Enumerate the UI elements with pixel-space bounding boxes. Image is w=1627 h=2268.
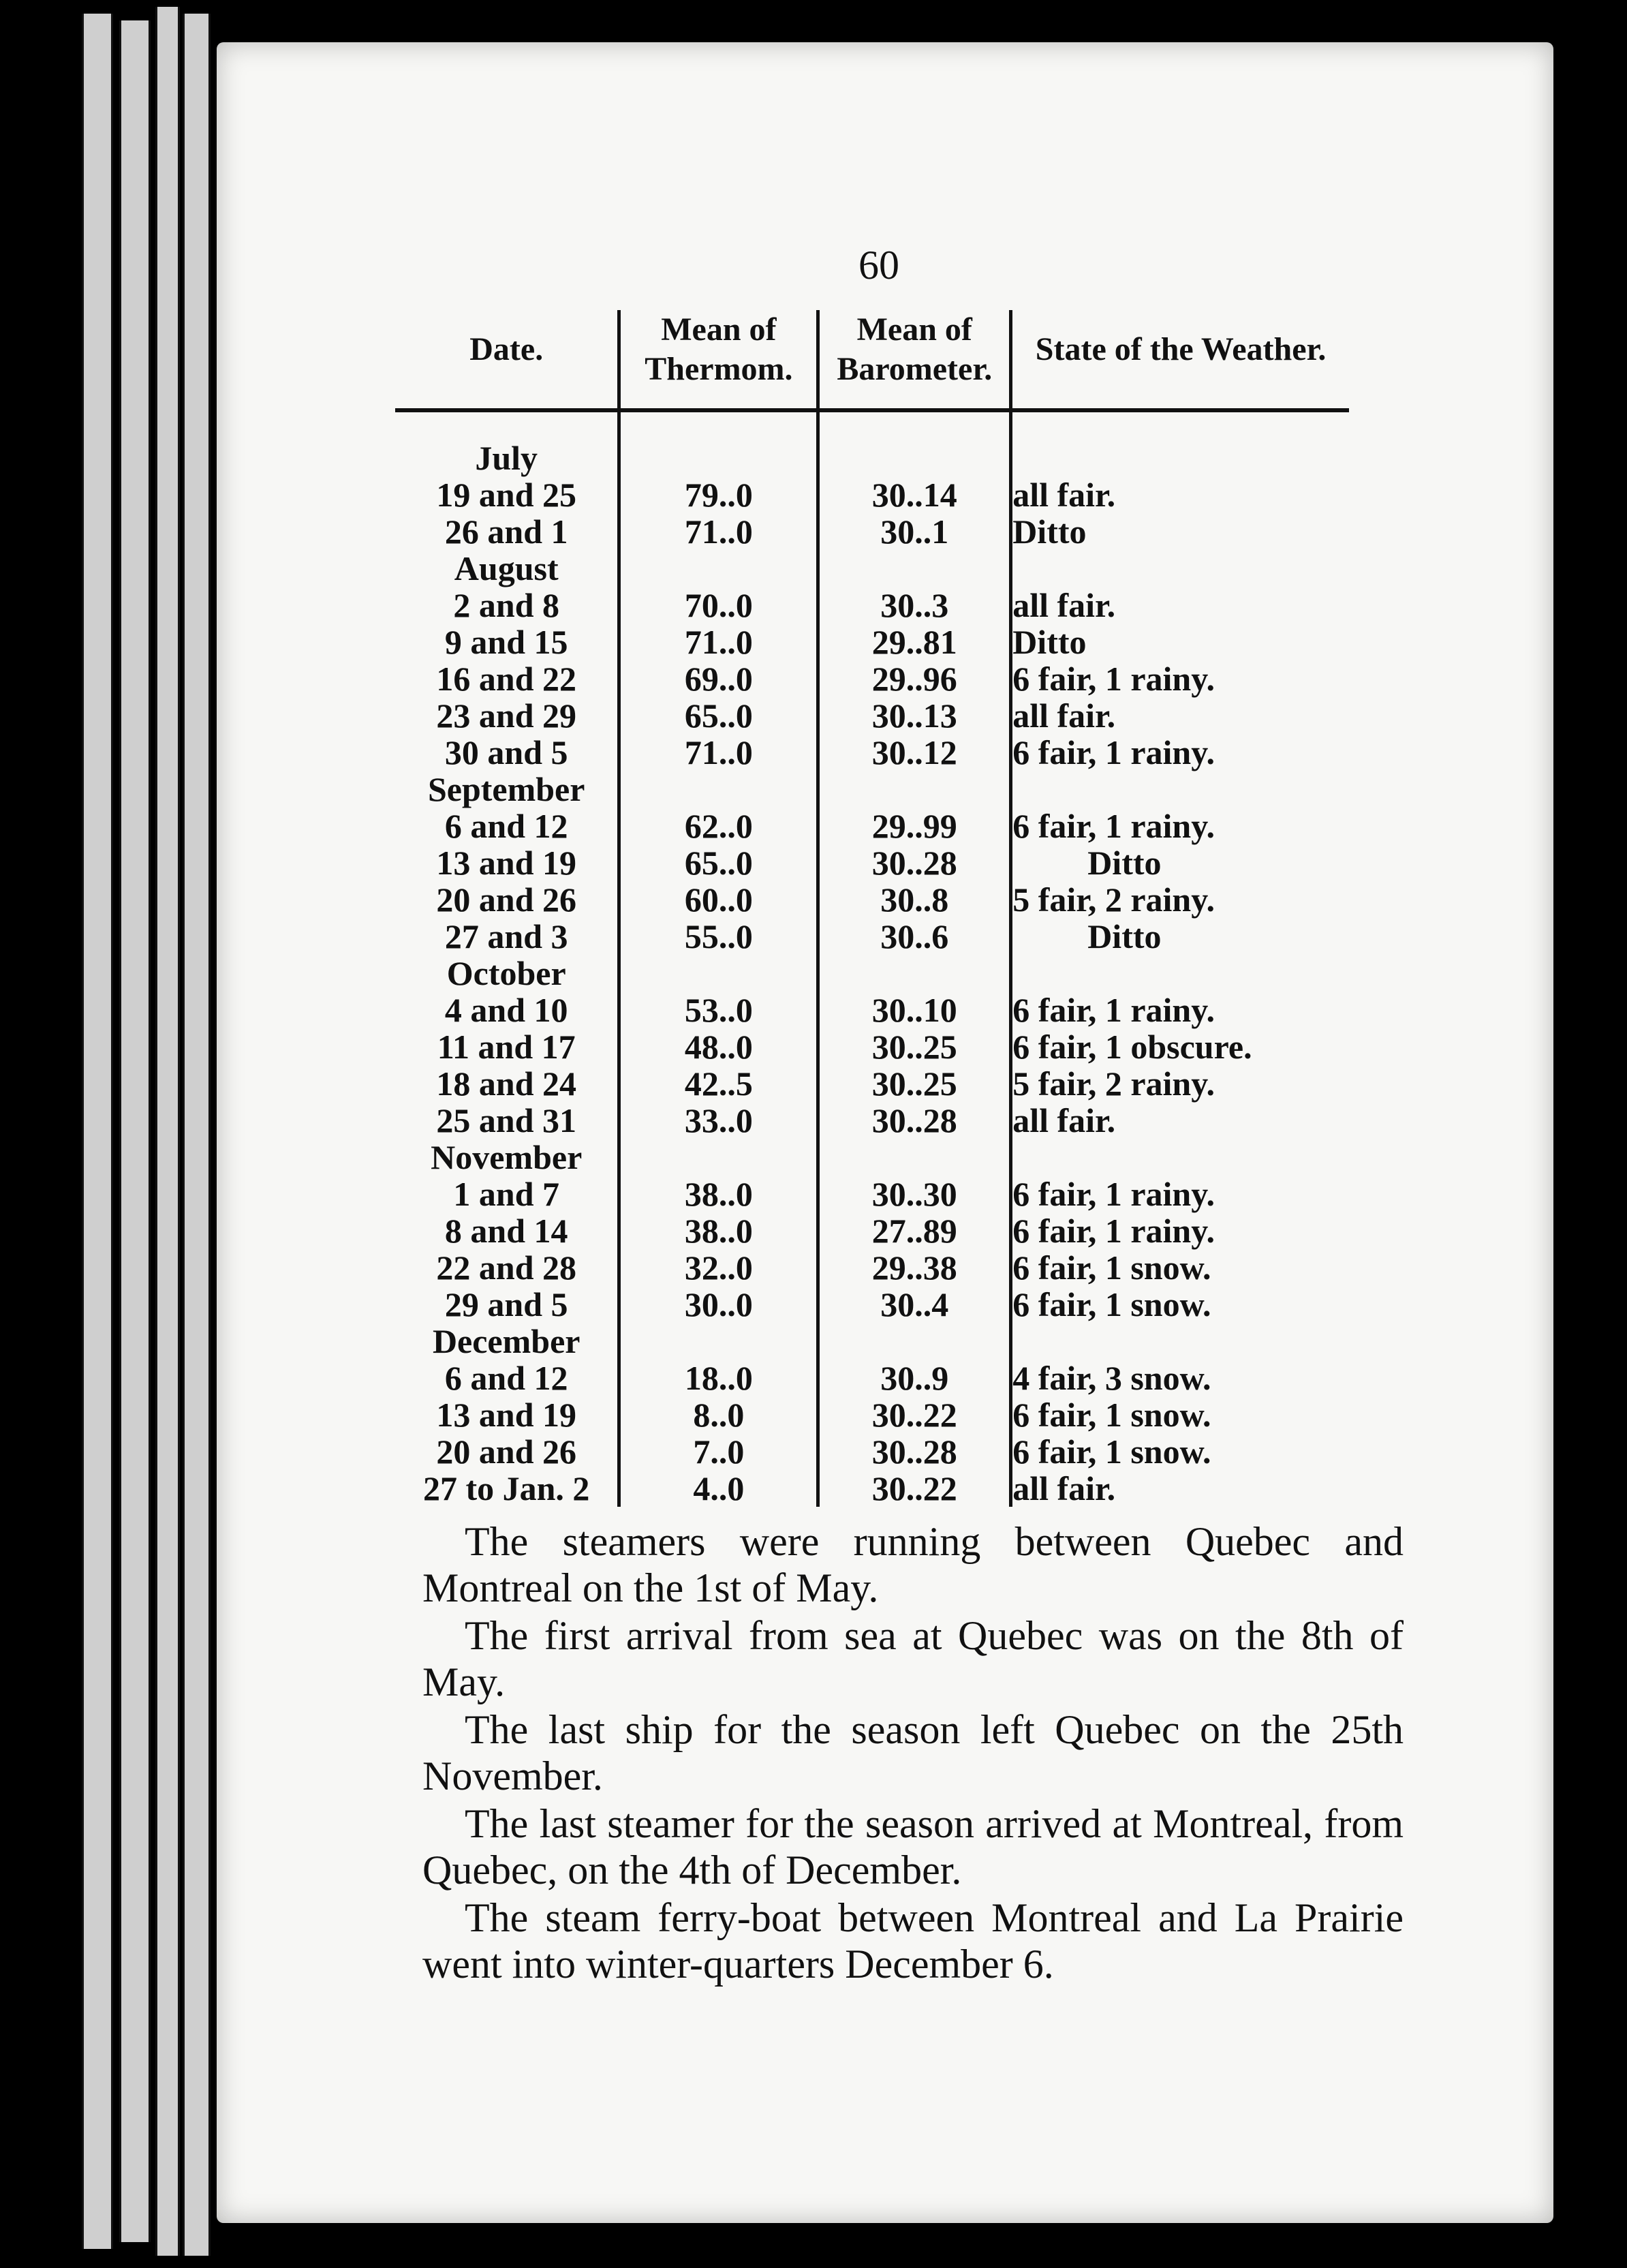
month-label: October	[446, 954, 566, 992]
weather-cell: Ditto	[1011, 844, 1349, 881]
paragraph: The first arrival from sea at Quebec was on the 8th of May.	[422, 1613, 1404, 1704]
weather-table	[395, 310, 1349, 1507]
page-edge	[82, 14, 113, 2249]
table-row	[395, 844, 1349, 881]
barometer-cell: 30..22	[818, 1396, 1011, 1433]
month-row	[395, 955, 1349, 992]
weather-cell: 5 fair, 2 rainy.	[1011, 881, 1349, 918]
page-edge	[183, 14, 211, 2256]
paragraph: The steam ferry-boat between Montreal and La Prairie went into winter-quarters December 6.	[422, 1895, 1404, 1987]
thermometer-cell: 53..0	[619, 992, 818, 1028]
barometer-cell: 30..14	[818, 476, 1011, 513]
barometer-cell: 30..28	[818, 1102, 1011, 1139]
paragraph: The last steamer for the season arrived at Montreal, from Quebec, on the 4th of December.	[422, 1801, 1404, 1892]
thermometer-cell: 71..0	[619, 513, 818, 550]
month-label: August	[454, 549, 559, 587]
barometer-cell: 30..12	[818, 734, 1011, 771]
weather-cell: 6 fair, 1 snow.	[1011, 1433, 1349, 1470]
date-cell: 22 and 28	[436, 1248, 577, 1287]
table-row	[395, 624, 1349, 660]
barometer-cell: 30..8	[818, 881, 1011, 918]
barometer-cell: 30..6	[818, 918, 1011, 955]
date-cell: 23 and 29	[436, 696, 577, 735]
table-row	[395, 476, 1349, 513]
table-row	[395, 587, 1349, 624]
barometer-cell: 30..4	[818, 1286, 1011, 1323]
thermometer-cell: 79..0	[619, 476, 818, 513]
date-cell: 8 and 14	[444, 1212, 568, 1250]
thermometer-cell: 4..0	[619, 1470, 818, 1507]
table-row	[395, 1360, 1349, 1396]
weather-cell: Ditto	[1011, 513, 1349, 550]
date-cell: 27 and 3	[444, 917, 568, 955]
thermometer-cell: 38..0	[619, 1176, 818, 1212]
date-cell: 13 and 19	[436, 844, 577, 882]
thermometer-cell: 70..0	[619, 587, 818, 624]
date-cell: 16 and 22	[436, 660, 577, 698]
paragraph: The steamers were running between Quebec and Montreal on the 1st of May.	[422, 1519, 1404, 1610]
date-cell: 30 and 5	[444, 733, 568, 771]
table-row	[395, 513, 1349, 550]
thermometer-cell: 65..0	[619, 844, 818, 881]
barometer-cell: 30..10	[818, 992, 1011, 1028]
thermometer-cell: 55..0	[619, 918, 818, 955]
body-text	[422, 1518, 1404, 1989]
date-cell: 2 and 8	[453, 586, 560, 624]
weather-cell: all fair.	[1011, 1470, 1349, 1507]
date-cell: 1 and 7	[453, 1175, 560, 1213]
weather-cell: all fair.	[1011, 476, 1349, 513]
header-barometer: Mean of Barometer.	[818, 310, 1011, 410]
thermometer-cell: 18..0	[619, 1360, 818, 1396]
weather-cell: 6 fair, 1 snow.	[1011, 1396, 1349, 1433]
table-row	[395, 1212, 1349, 1249]
month-row	[395, 410, 1349, 476]
table-row	[395, 660, 1349, 697]
month-row	[395, 1139, 1349, 1176]
date-cell: 11 and 17	[437, 1028, 576, 1066]
table-row	[395, 1102, 1349, 1139]
table-row	[395, 1249, 1349, 1286]
table-row	[395, 1286, 1349, 1323]
weather-cell: 4 fair, 3 snow.	[1011, 1360, 1349, 1396]
month-row	[395, 771, 1349, 808]
barometer-cell: 29..38	[818, 1249, 1011, 1286]
barometer-cell: 30..28	[818, 844, 1011, 881]
date-cell: 6 and 12	[444, 807, 568, 845]
weather-cell: all fair.	[1011, 587, 1349, 624]
weather-cell: 6 fair, 1 snow.	[1011, 1286, 1349, 1323]
barometer-cell: 29..99	[818, 808, 1011, 844]
table-row	[395, 992, 1349, 1028]
table-row	[395, 734, 1349, 771]
date-cell: 18 and 24	[436, 1064, 577, 1103]
date-cell: 27 to Jan. 2	[422, 1469, 590, 1507]
date-cell: 20 and 26	[436, 1432, 577, 1471]
month-label: December	[432, 1322, 580, 1360]
header-thermometer: Mean of Thermom.	[619, 310, 818, 410]
month-row	[395, 1323, 1349, 1360]
thermometer-cell: 38..0	[619, 1212, 818, 1249]
barometer-cell: 30..3	[818, 587, 1011, 624]
weather-cell: all fair.	[1011, 697, 1349, 734]
weather-cell: 6 fair, 1 rainy.	[1011, 1176, 1349, 1212]
date-cell: 9 and 15	[444, 623, 568, 661]
barometer-cell: 30..1	[818, 513, 1011, 550]
page-edge	[155, 7, 180, 2256]
barometer-cell: 30..25	[818, 1065, 1011, 1102]
date-cell: 19 and 25	[436, 476, 577, 514]
thermometer-cell: 71..0	[619, 624, 818, 660]
weather-cell: 6 fair, 1 rainy.	[1011, 1212, 1349, 1249]
date-cell: 6 and 12	[444, 1359, 568, 1397]
weather-cell: all fair.	[1011, 1102, 1349, 1139]
weather-cell: 6 fair, 1 snow.	[1011, 1249, 1349, 1286]
table-row	[395, 1470, 1349, 1507]
thermometer-cell: 32..0	[619, 1249, 818, 1286]
barometer-cell: 30..28	[818, 1433, 1011, 1470]
paragraph: The last ship for the season left Quebec on the 25th November.	[422, 1707, 1404, 1798]
thermometer-cell: 7..0	[619, 1433, 818, 1470]
weather-cell: Ditto	[1011, 624, 1349, 660]
thermometer-cell: 33..0	[619, 1102, 818, 1139]
table-row	[395, 918, 1349, 955]
barometer-cell: 30..25	[818, 1028, 1011, 1065]
thermometer-cell: 42..5	[619, 1065, 818, 1102]
barometer-cell: 30..9	[818, 1360, 1011, 1396]
table-row	[395, 1433, 1349, 1470]
page-number: 60	[858, 243, 899, 288]
month-label: November	[431, 1138, 583, 1176]
table-row	[395, 697, 1349, 734]
date-cell: 13 and 19	[436, 1396, 577, 1434]
date-cell: 25 and 31	[436, 1101, 577, 1139]
weather-cell: 6 fair, 1 rainy.	[1011, 734, 1349, 771]
month-row	[395, 550, 1349, 587]
table-row	[395, 881, 1349, 918]
table-row	[395, 1028, 1349, 1065]
weather-cell: Ditto	[1011, 918, 1349, 955]
thermometer-cell: 60..0	[619, 881, 818, 918]
weather-cell: 6 fair, 1 rainy.	[1011, 808, 1349, 844]
header-date: Date.	[395, 310, 619, 410]
weather-cell: 6 fair, 1 obscure.	[1011, 1028, 1349, 1065]
thermometer-cell: 62..0	[619, 808, 818, 844]
thermometer-cell: 8..0	[619, 1396, 818, 1433]
thermometer-cell: 69..0	[619, 660, 818, 697]
thermometer-cell: 65..0	[619, 697, 818, 734]
table-row	[395, 1396, 1349, 1433]
header-weather: State of the Weather.	[1011, 310, 1349, 410]
thermometer-cell: 48..0	[619, 1028, 818, 1065]
barometer-cell: 29..96	[818, 660, 1011, 697]
weather-cell: 5 fair, 2 rainy.	[1011, 1065, 1349, 1102]
date-cell: 4 and 10	[444, 991, 568, 1029]
barometer-cell: 29..81	[818, 624, 1011, 660]
thermometer-cell: 71..0	[619, 734, 818, 771]
month-label: September	[427, 770, 585, 808]
thermometer-cell: 30..0	[619, 1286, 818, 1323]
date-cell: 29 and 5	[444, 1285, 568, 1323]
weather-cell: 6 fair, 1 rainy.	[1011, 660, 1349, 697]
table-header-row	[395, 310, 1349, 410]
table-row	[395, 1176, 1349, 1212]
barometer-cell: 30..13	[818, 697, 1011, 734]
table-row	[395, 808, 1349, 844]
date-cell: 20 and 26	[436, 880, 577, 919]
date-cell: 26 and 1	[444, 512, 568, 551]
page-edge	[119, 20, 151, 2242]
barometer-cell: 30..30	[818, 1176, 1011, 1212]
table-row	[395, 1065, 1349, 1102]
weather-cell: 6 fair, 1 rainy.	[1011, 992, 1349, 1028]
barometer-cell: 30..22	[818, 1470, 1011, 1507]
month-label: July	[475, 439, 538, 477]
barometer-cell: 27..89	[818, 1212, 1011, 1249]
